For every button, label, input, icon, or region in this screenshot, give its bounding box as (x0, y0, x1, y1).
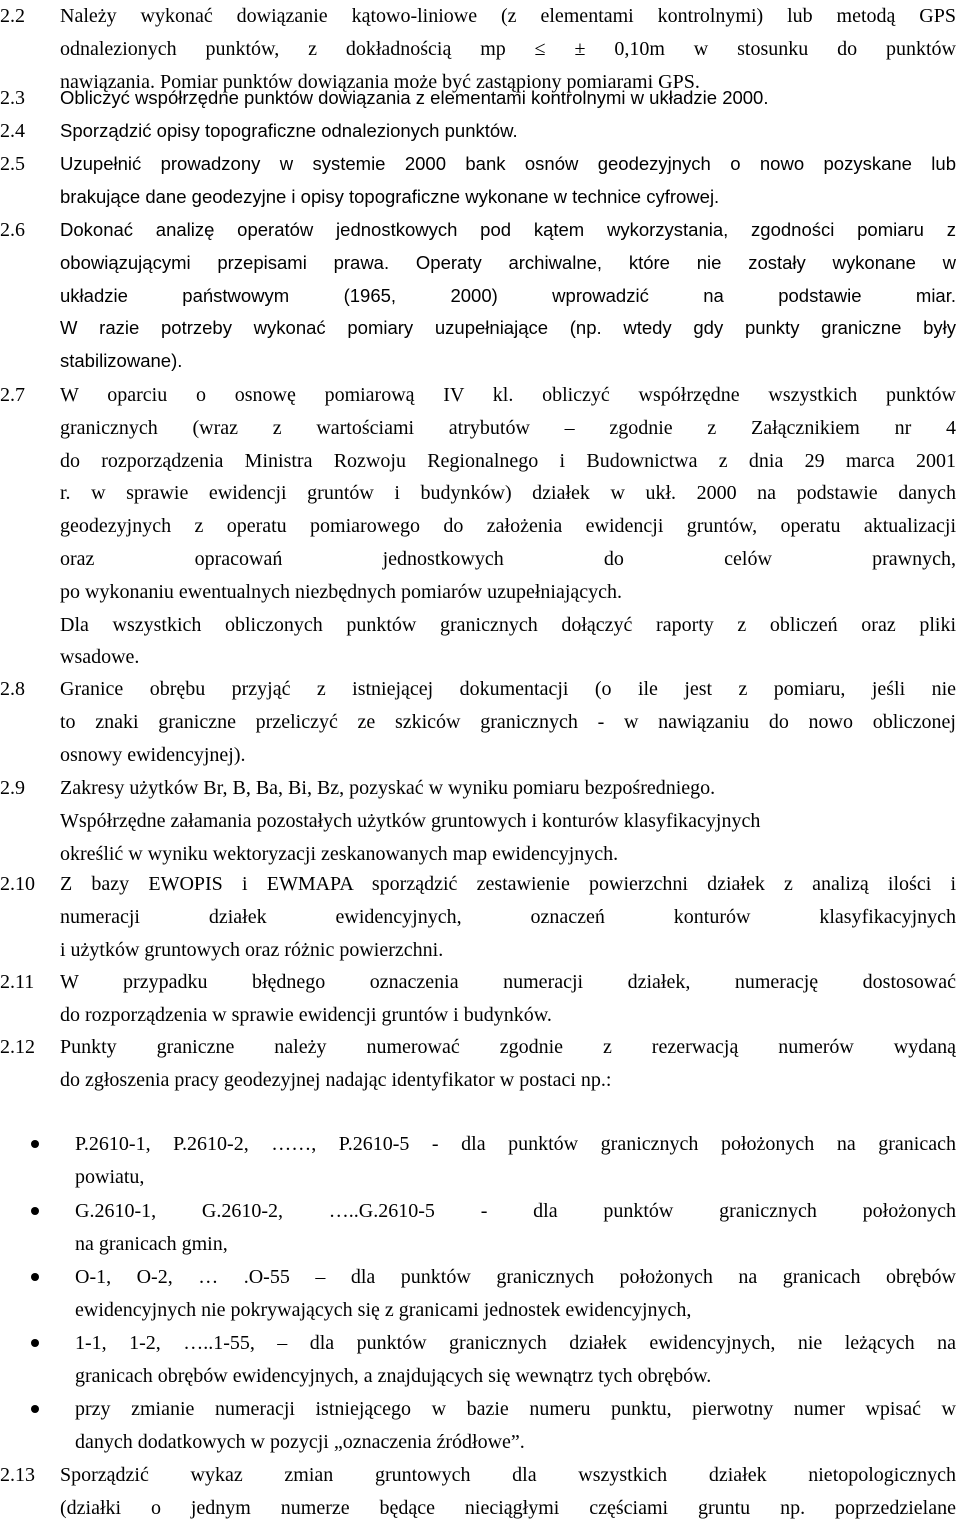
numbered-item (0, 1459, 956, 1525)
text-line: Dokonać analizę operatów jednostkowych pod kątem wykorzystania, zgodności pomiaru z (60, 219, 956, 240)
text-line: brakujące dane geodezyjne i opisy topograficzne wykonane w technice cyfrowej. (60, 185, 720, 207)
text-line: powiatu, (75, 1165, 145, 1188)
text-line: (działki o jednym numerze będące nieciągłymi częściami gruntu np. poprzedzielane (60, 1496, 956, 1519)
item-number: 2.5 (0, 153, 25, 175)
text-line: granicach obrębów ewidencyjnych, a znajdujących się wewnątrz tych obrębów. (75, 1364, 712, 1387)
text-line: G.2610-1, G.2610-2, …..G.2610-5 - dla punktów granicznych położonych (75, 1200, 956, 1222)
item-text (60, 772, 956, 870)
text-line: W razie potrzeby wykonać pomiary uzupełniające (np. wtedy gdy punkty graniczne były (60, 317, 956, 339)
text-line: po wykonaniu ewentualnych niezbędnych pomiarów uzupełniających. (60, 580, 623, 603)
text-line: przy zmianie numeracji istniejącego w bazie numeru punktu, pierwotny numer wpisać w (75, 1398, 956, 1420)
item-text (60, 1031, 956, 1097)
text-line: Obliczyć współrzędne punktów dowiązania z elementami kontrolnymi w układzie 2000. (60, 87, 769, 108)
text-line: Z bazy EWOPIS i EWMAPA sporządzić zestawienie powierzchni działek z analizą ilości i (60, 873, 956, 895)
bullet-dot-icon (31, 1273, 39, 1281)
numbered-item (0, 148, 956, 214)
bullet-dot-icon (31, 1207, 39, 1215)
numbered-item (0, 868, 956, 966)
text-line: W oparciu o osnowę pomiarową IV kl. obliczyć współrzędne wszystkich punktów (60, 384, 956, 406)
item-number: 2.9 (0, 777, 25, 799)
text-line: r. w sprawie ewidencji gruntów i budynków) działek w ukł. 2000 na podstawie danych (60, 482, 956, 505)
numbered-item (0, 673, 956, 771)
text-line: układzie państwowym (1965, 2000) wprowadzić na podstawie miar. (60, 284, 956, 306)
item-text (60, 673, 956, 771)
bullet-dot-icon (31, 1405, 39, 1413)
text-line: i użytków gruntowych oraz różnic powierzchni. (60, 938, 444, 961)
item-text (60, 868, 956, 966)
numbered-item (0, 379, 956, 674)
bullet-item (0, 1128, 956, 1194)
text-line: Uzupełnić prowadzony w systemie 2000 bank osnów geodezyjnych o nowo pozyskane lub (60, 153, 956, 174)
text-line: Granice obrębu przyjąć z istniejącej dokumentacji (o ile jest z pomiaru, jeśli nie (60, 678, 956, 700)
text-line: numeracji działek ewidencyjnych, oznaczeń konturów klasyfikacyjnych (60, 905, 956, 928)
item-text (60, 214, 956, 378)
text-line: na granicach gmin, (75, 1232, 228, 1255)
text-line: Zakresy użytków Br, B, Ba, Bi, Bz, pozyskać w wyniku pomiaru bezpośredniego. (60, 777, 716, 799)
text-line: do rozporządzenia w sprawie ewidencji gruntów i budynków. (60, 1003, 552, 1026)
text-line: danych dodatkowych w pozycji „oznaczenia źródłowe”. (75, 1430, 525, 1453)
item-text (60, 148, 956, 214)
item-text (60, 966, 956, 1032)
text-line: odnalezionych punktów, z dokładnością mp ≤ ± 0,10m w stosunku do punktów (60, 37, 956, 60)
text-line: Punkty graniczne należy numerować zgodnie z rezerwacją numerów wydaną (60, 1036, 956, 1058)
numbered-item (0, 772, 956, 870)
bullet-dot-icon (31, 1339, 39, 1347)
text-line: ewidencyjnych nie pokrywających się z granicami jednostek ewidencyjnych, (75, 1298, 692, 1321)
item-number: 2.8 (0, 678, 25, 700)
bullet-item (0, 1195, 956, 1261)
text-line: określić w wyniku wektoryzacji zeskanowanych map ewidencyjnych. (60, 842, 619, 865)
item-number: 2.13 (0, 1464, 35, 1486)
text-line: obowiązującymi przepisami prawa. Operaty archiwalne, które nie zostały wykonane w (60, 251, 956, 273)
bullet-item (0, 1327, 956, 1393)
item-text (60, 379, 956, 674)
item-number: 2.3 (0, 87, 25, 109)
text-line: Dla wszystkich obliczonych punktów granicznych dołączyć raporty z obliczeń oraz pliki (60, 613, 956, 636)
item-number: 2.4 (0, 120, 25, 142)
bullet-dot-icon (31, 1140, 39, 1148)
text-line: stabilizowane). (60, 350, 183, 372)
item-number: 2.2 (0, 5, 25, 27)
text-line: do zgłoszenia pracy geodezyjnej nadając identyfikator w postaci np.: (60, 1068, 612, 1091)
numbered-item (0, 214, 956, 378)
numbered-item (0, 82, 956, 115)
text-line: Współrzędne załamania pozostałych użytków gruntowych i konturów klasyfikacyjnych (60, 809, 761, 832)
bullet-item (0, 1261, 956, 1327)
item-text (60, 115, 956, 148)
text-line: wsadowe. (60, 646, 140, 669)
item-number: 2.6 (0, 219, 25, 241)
text-line: granicznych (wraz z wartościami atrybutów – zgodnie z Załącznikiem nr 4 (60, 416, 956, 439)
text-line: Sporządzić opisy topograficzne odnalezionych punktów. (60, 120, 518, 141)
text-line: 1-1, 1-2, …..1-55, – dla punktów granicznych działek ewidencyjnych, nie leżących na (75, 1332, 956, 1354)
text-line: Należy wykonać dowiązanie kątowo-liniowe (z elementami kontrolnymi) lub metodą GPS (60, 5, 956, 27)
item-number: 2.7 (0, 384, 25, 406)
numbered-item (0, 1031, 956, 1097)
text-line: Sporządzić wykaz zmian gruntowych dla wszystkich działek nietopologicznych (60, 1464, 956, 1486)
text-line: oraz opracowań jednostkowych do celów prawnych, (60, 547, 956, 570)
text-line: osnowy ewidencyjnej). (60, 743, 246, 766)
text-line: to znaki graniczne przeliczyć ze szkiców granicznych - w nawiązaniu do nowo obliczonej (60, 710, 956, 733)
item-text (60, 1459, 956, 1525)
item-text (60, 82, 956, 115)
text-line: P.2610-1, P.2610-2, ……, P.2610-5 - dla punktów granicznych położonych na granicach (75, 1133, 956, 1155)
item-number: 2.10 (0, 873, 35, 895)
text-line: W przypadku błędnego oznaczenia numeracji działek, numerację dostosować (60, 971, 956, 993)
item-number: 2.11 (0, 971, 35, 993)
text-line: O-1, O-2, … .O-55 – dla punktów granicznych położonych na granicach obrębów (75, 1266, 956, 1288)
text-line: nawiązania. Pomiar punktów dowiązania może być zastąpiony pomiarami GPS. (60, 70, 700, 93)
numbered-item (0, 115, 956, 148)
item-number: 2.12 (0, 1036, 35, 1058)
text-line: do rozporządzenia Ministra Rozwoju Regionalnego i Budownictwa z dnia 29 marca 2001 (60, 449, 956, 472)
bullet-item (0, 1393, 956, 1459)
numbered-item (0, 966, 956, 1032)
text-line: geodezyjnych z operatu pomiarowego do założenia ewidencji gruntów, operatu aktualizacji (60, 515, 956, 538)
